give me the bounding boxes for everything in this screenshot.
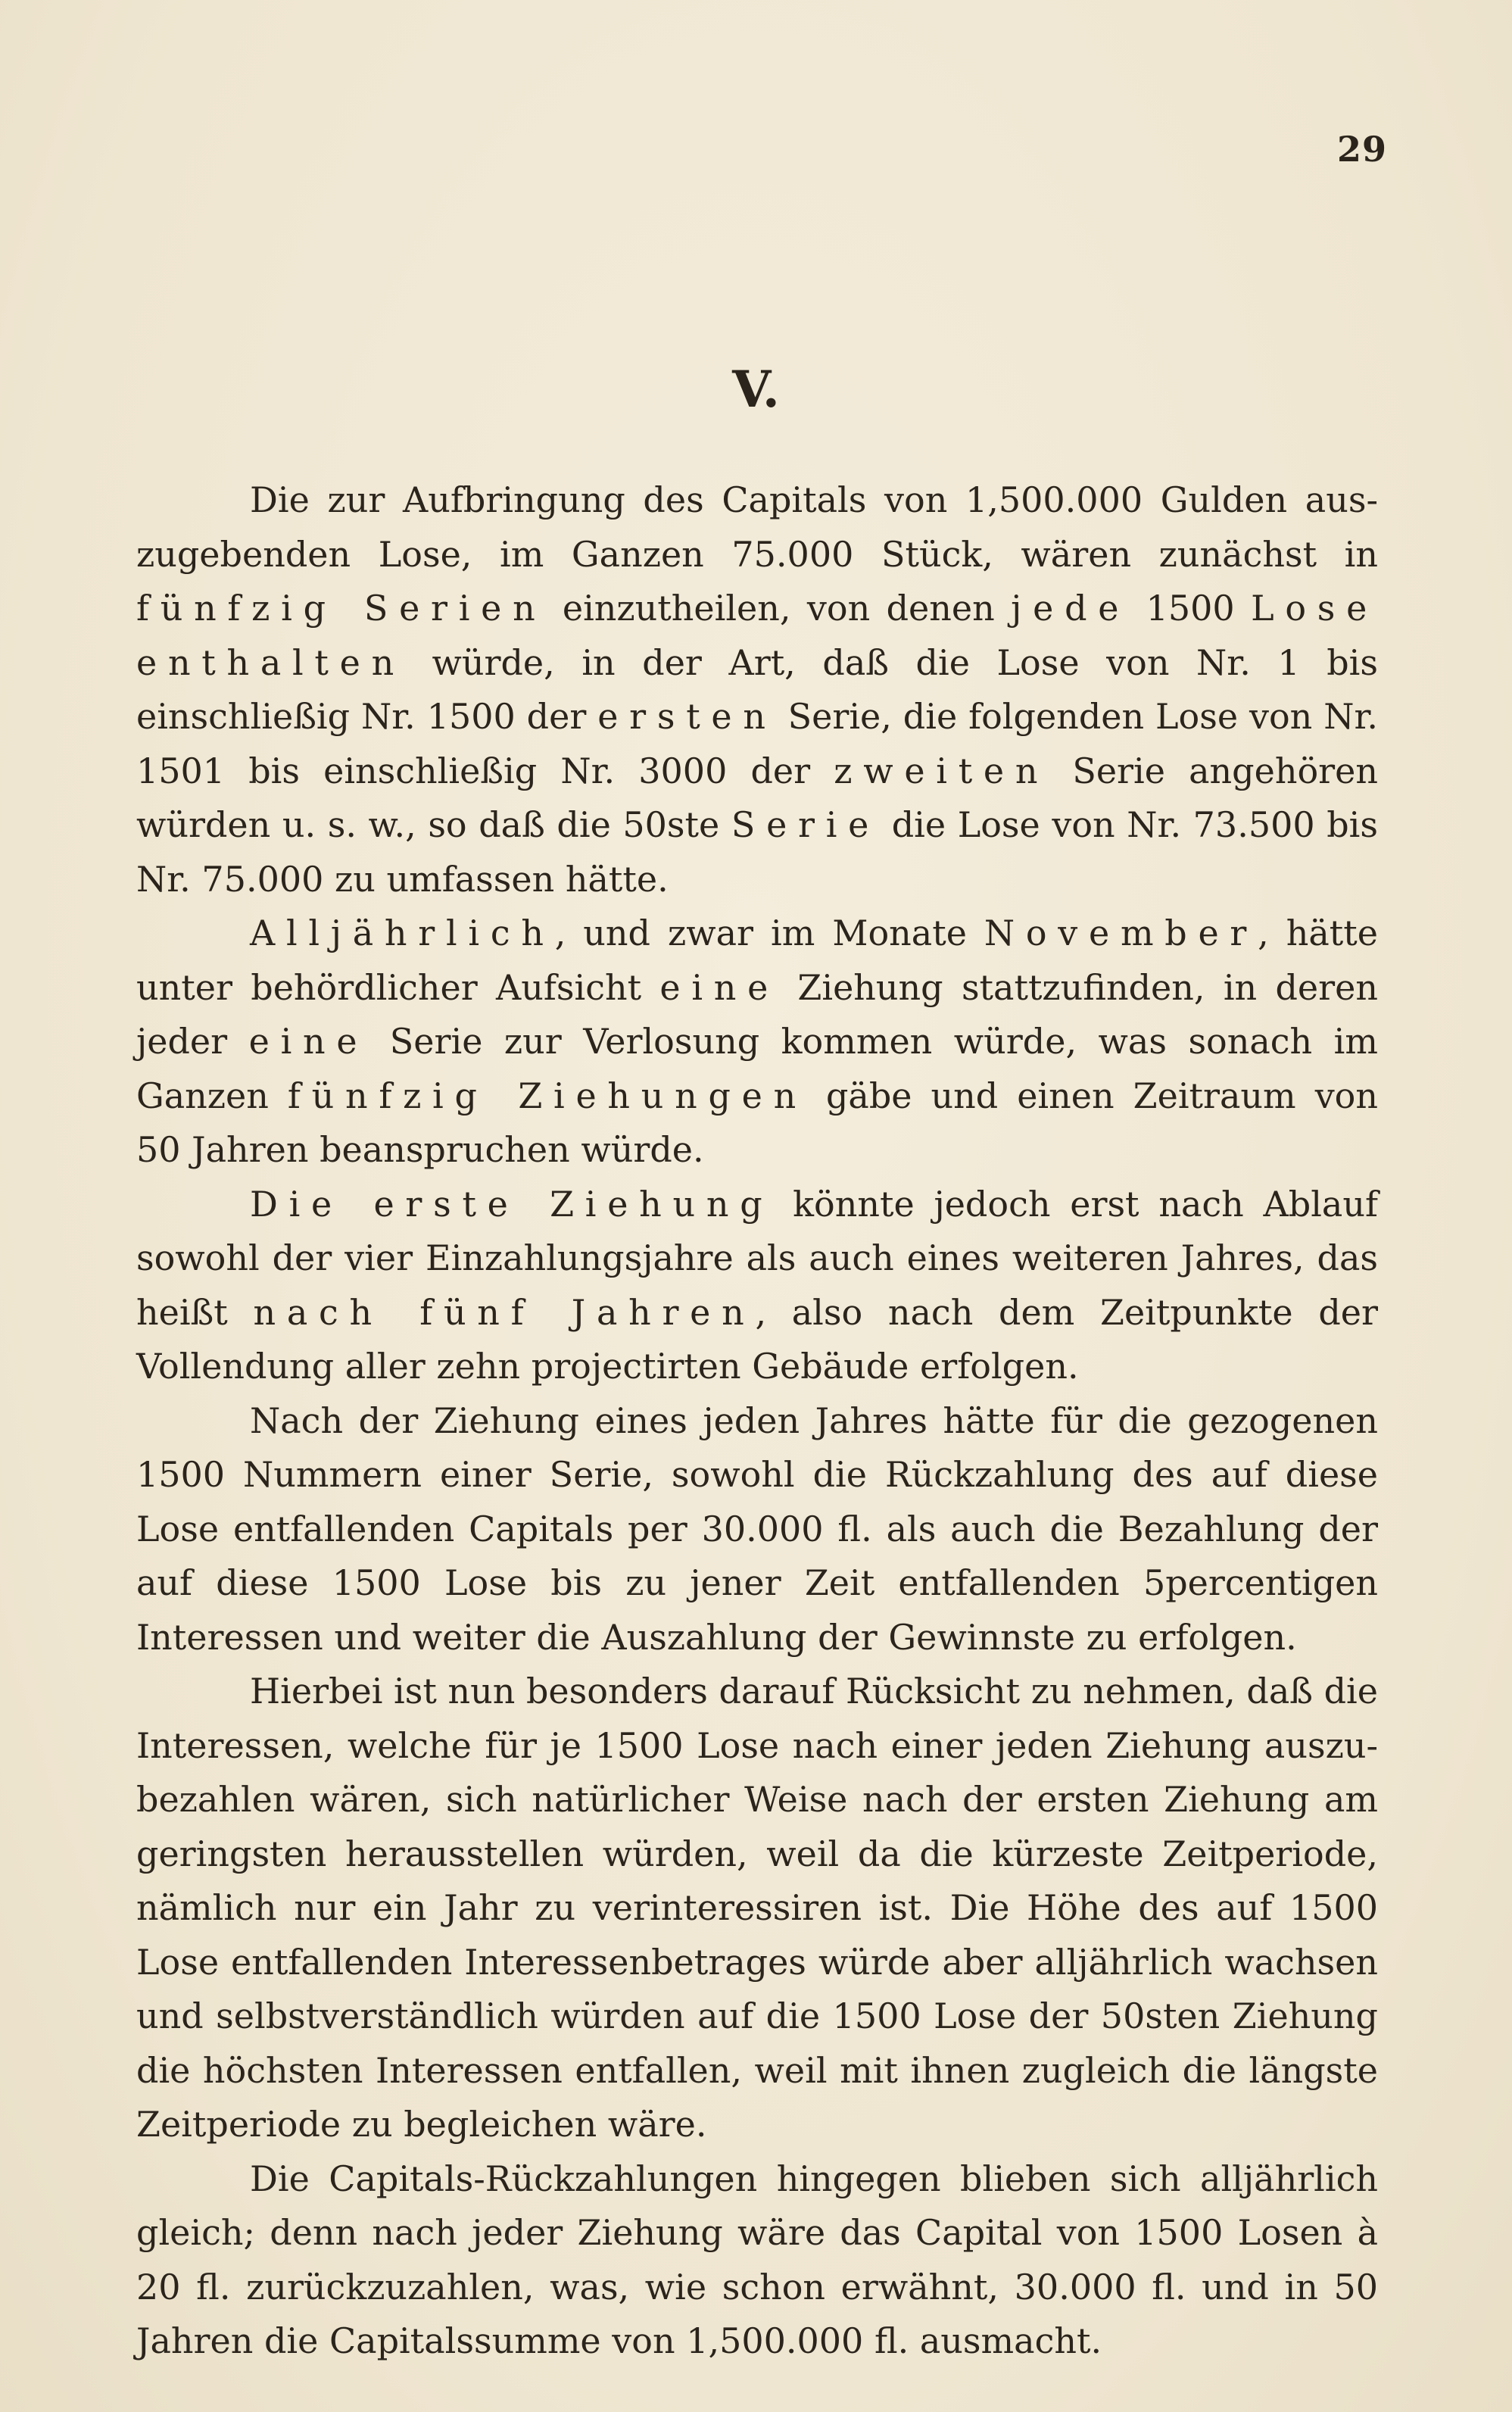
paragraph [136, 1178, 1378, 1394]
text-run: Serie, die folgenden Lose von Nr. 1501 bis einschließig Nr. 3000 der [136, 696, 1378, 791]
emphasized-text: nach fünf Jahren [253, 1291, 756, 1333]
emphasized-text: Serie [731, 804, 881, 845]
emphasized-text: fünfzig Ziehungen [287, 1075, 807, 1116]
emphasized-text: Die erste Ziehung [250, 1183, 774, 1225]
text-run: könnte jedoch erst nach Ablauf sowohl der vier Einzahlungsjahre als auch eines weiteren Jahres, das heißt [136, 1183, 1378, 1333]
paragraph [136, 906, 1378, 1178]
text-run: Hierbei ist nun besonders darauf Rücksicht zu nehmen, daß die Interessen, welche für je 1500 Lose nach einer jeden Ziehung auszubezahlen wären, sich natürlicher Weise nach der ersten Ziehung am geringsten herausstellen würden, weil da die kürzeste Zeitperiode, nämlich nur ein Jahr zu verinteressiren ist. Die Höhe des auf 1500 Lose entfallenden Interessenbetrages würde aber alljährlich wachsen und selbstverständlich würden auf die 1500 Lose der 50sten Ziehung die höchsten Interessen entfallen, weil mit ihnen zugleich die längste Zeitperiode zu begleichen wäre. [136, 1671, 1378, 2145]
text-run: einzutheilen, von denen [546, 588, 1012, 629]
text-run: gäbe und einen Zeitraum von 50 Jahren beanspruchen würde. [136, 1075, 1378, 1170]
page-number: 29 [1336, 129, 1387, 170]
text-run: Nach der Ziehung eines jeden Jahres hätte für die gezogenen 1500 Nummern einer Serie, sowohl die Rückzahlung des auf diese Lose entfallenden Capitals per 30.000 fl. als auch die Bezahlung der auf diese 1500 Lose bis zu jener Zeit entfallenden 5percentigen Interessen und weiter die Auszahlung der Gewinnste zu erfolgen. [136, 1399, 1378, 1658]
text-run: die Lose von Nr. 73.500 bis Nr. 75.000 zu umfassen hätte. [136, 804, 1378, 900]
text-run: würde, in der Art, daß die Lose von Nr. 1 bis einschließig Nr. 1500 der [136, 641, 1378, 737]
emphasized-text: Alljährlich [250, 913, 555, 953]
chapter-heading: V. [732, 360, 780, 419]
text-run: Die Capitals-Rückzahlungen hingegen blieben sich alljährlich gleich; denn nach jeder Ziehung wäre das Capital von 1500 Losen à 20 fl. zurückzuzahlen, was, wie schon erwähnt, 30.000 fl. und in 50 Jahren die Capitalssumme von 1,500.000 fl. ausmacht. [136, 2158, 1378, 2361]
emphasized-text: Lose enthalten [136, 588, 1379, 683]
paragraph [136, 2152, 1378, 2369]
text-run: , also nach dem Zeitpunkte der Vollendung aller zehn projectirten Gebäude erfolgen. [136, 1291, 1378, 1387]
text-run: Serie zur Verlosung kommen würde, was sonach im Ganzen [136, 1021, 1378, 1116]
text-run: , und zwar im Monate [554, 913, 984, 953]
text-run: Die zur Aufbringung des Capitals von 1,500.000 Gulden auszugebenden Lose, im Ganzen 75.000 Stück, wären zunächst in [136, 479, 1378, 575]
emphasized-text: eine [659, 966, 780, 1008]
body-text [136, 473, 1378, 2369]
emphasized-text: ersten [597, 696, 777, 737]
emphasized-text: zweiten [834, 750, 1049, 791]
paragraph [136, 473, 1378, 906]
text-run: Serie angehören würden u. s. w., so daß die 50ste [136, 750, 1378, 845]
emphasized-text: November [984, 913, 1258, 953]
paragraph [136, 1394, 1378, 1665]
emphasized-text: eine [248, 1021, 369, 1062]
text-run: , hätte unter behördlicher Aufsicht [136, 913, 1378, 1008]
emphasized-text: fünfzig Serien [136, 588, 547, 629]
text-run: Ziehung stattzufinden, in deren jeder [136, 966, 1378, 1062]
text-run: 1500 [1130, 588, 1252, 629]
paragraph [136, 1665, 1378, 2152]
emphasized-text: jede [1011, 588, 1130, 629]
